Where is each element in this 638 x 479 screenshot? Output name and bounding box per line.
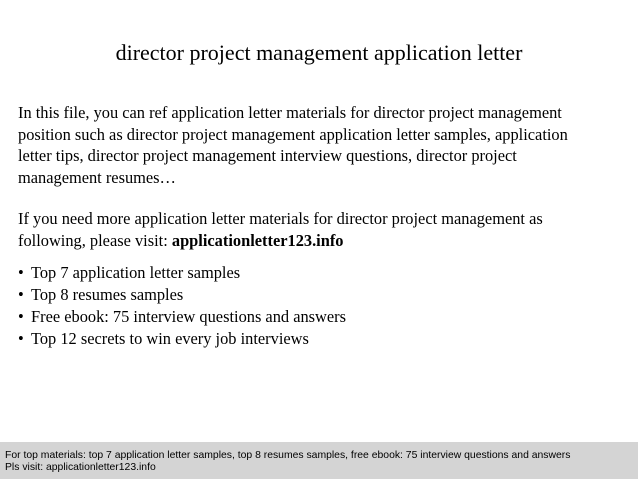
- bullet-icon: •: [18, 263, 24, 282]
- list-item-text: Top 12 secrets to win every job interviews: [31, 329, 309, 348]
- more-line-with-link: [18, 230, 618, 252]
- footer-line-visit: Pls visit: applicationletter123.info: [5, 462, 156, 473]
- intro-line: position such as director project management application letter samples, application: [18, 124, 568, 144]
- more-line: If you need more application letter materials for director project management as: [18, 209, 543, 228]
- list-item: [18, 328, 618, 350]
- bullet-icon: •: [18, 285, 24, 304]
- intro-line: In this file, you can ref application letter materials for director project management: [18, 103, 562, 122]
- intro-line: letter tips, director project management interview questions, director project: [18, 146, 517, 165]
- footer-line-materials: For top materials: top 7 application letter samples, top 8 resumes samples, free ebook: 75 interview questions and answers: [5, 450, 571, 461]
- website-link[interactable]: applicationletter123.info: [171, 230, 344, 250]
- list-item: [18, 284, 618, 306]
- more-line-text: following, please visit:: [18, 230, 172, 250]
- more-paragraph: [18, 208, 618, 251]
- intro-line: management resumes…: [18, 167, 176, 187]
- page-title: director project management application letter: [115, 40, 523, 65]
- list-item: [18, 262, 618, 284]
- footer-bar: [0, 442, 638, 479]
- list-item-text: Top 7 application letter samples: [31, 263, 241, 282]
- bullet-icon: •: [18, 307, 24, 326]
- intro-paragraph: [18, 102, 618, 188]
- list-item: [18, 306, 618, 328]
- bullet-icon: •: [18, 329, 24, 348]
- bullet-list: [18, 262, 618, 350]
- list-item-text: Free ebook: 75 interview questions and answers: [31, 307, 346, 326]
- list-item-text: Top 8 resumes samples: [31, 285, 184, 304]
